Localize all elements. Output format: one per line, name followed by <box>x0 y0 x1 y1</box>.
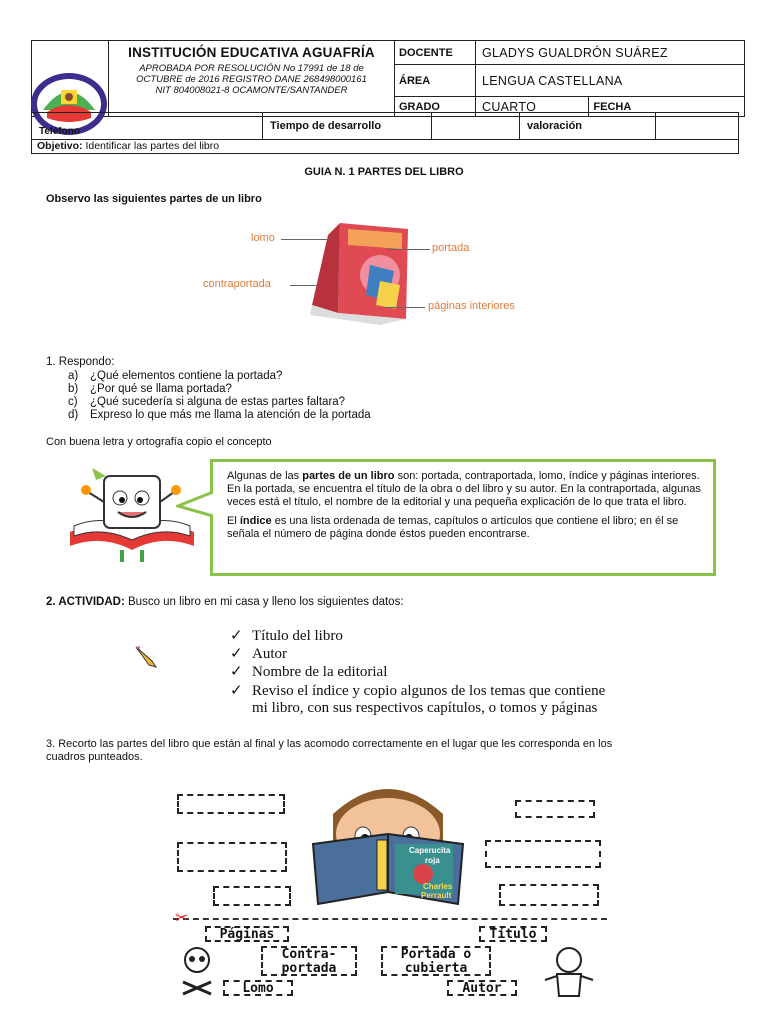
inner-book-title-2: roja <box>425 856 440 865</box>
area-value: LENGUA CASTELLANA <box>476 65 745 97</box>
resolution-line-1: APROBADA POR RESOLUCIÓN No 17991 de 18 de <box>139 63 364 74</box>
valoracion-label: valoración <box>527 120 583 132</box>
inner-book-author-2: Perrault <box>421 891 452 900</box>
guide-title: GUIA N. 1 PARTES DEL LIBRO <box>304 166 464 178</box>
area-label: ÁREA <box>395 65 476 97</box>
concept-box <box>210 459 716 576</box>
objetivo-row <box>31 140 739 154</box>
answer-box[interactable] <box>213 886 291 906</box>
answer-box[interactable] <box>499 884 599 906</box>
list-item: ✓ Autor <box>230 646 287 662</box>
telefono-label: Teléfono <box>39 127 80 137</box>
label-contraportada: contraportada <box>203 278 271 290</box>
inner-book-author-1: Charles <box>423 882 453 891</box>
label-paginas: páginas interiores <box>428 300 515 312</box>
concept-paragraph-2: El índice es una lista ordenada de temas, capítulos o artículos que contiene el libro; en él se señala el número de página donde éstos pueden encontrarse. <box>227 515 679 540</box>
speech-pointer-icon <box>176 490 214 520</box>
objetivo-value: Identificar las partes del libro <box>85 140 220 152</box>
list-item: d) Expreso lo que más me llama la atención de la portada <box>68 409 371 421</box>
concept-paragraph-1: Algunas de las partes de un libro son: portada, contraportada, lomo, índice y páginas interiores. En la portada, se encuentra el título de la obra o del libro y su autor. En la contraportada, algunas veces está el título, el nombre de la editorial y una pequeña explicación de lo que trata el libro. <box>227 470 701 508</box>
inner-book-title-1: Caperucita <box>409 846 451 855</box>
cutout-portada[interactable]: Portada o cubierta <box>381 946 491 976</box>
answer-box[interactable] <box>177 794 285 814</box>
objetivo-label: Objetivo: <box>37 140 83 152</box>
check-icon: ✓ <box>230 664 243 680</box>
list-item: ✓ Título del libro <box>230 628 343 644</box>
label-lomo: lomo <box>251 232 275 244</box>
copy-instruction: Con buena letra y ortografía copio el concepto <box>46 436 272 448</box>
cutout-activity-area <box>173 774 607 1000</box>
tiempo-label: Tiempo de desarrollo <box>270 120 382 132</box>
pirate-kid-icon <box>539 944 599 998</box>
cutout-autor[interactable]: Autor <box>447 980 517 996</box>
docente-value: GLADYS GUALDRÓN SUÁREZ <box>476 41 745 65</box>
institution-cell <box>109 41 395 117</box>
activity-heading: 2. ACTIVIDAD: Busco un libro en mi casa y lleno los siguientes datos: <box>46 596 404 608</box>
list-item: ✓ Reviso el índice y copio algunos de los temas que contiene <box>230 683 606 699</box>
cutout-lomo[interactable]: Lomo <box>223 980 293 996</box>
q3-line-1: 3. Recorto las partes del libro que están al final y las acomodo correctamente en el lugar que les corresponda en los <box>46 738 613 750</box>
resolution-line-2: OCTUBRE de 2016 REGISTRO DANE 268498000161 <box>136 74 367 85</box>
cutout-titulo[interactable]: Título <box>479 926 547 942</box>
row-time-valuation <box>31 112 739 140</box>
header-table <box>31 40 745 117</box>
kid-reading-illustration <box>283 774 493 914</box>
q1-intro: 1. Respondo: <box>46 356 115 368</box>
grado-label: GRADO <box>395 97 476 117</box>
list-item: mi libro, con sus respectivos capítulos, o tomos y páginas <box>252 700 598 716</box>
skull-decoration-icon <box>177 942 217 998</box>
list-item: a) ¿Qué elementos contiene la portada? <box>68 370 283 382</box>
list-item: ✓ Nombre de la editorial <box>230 664 388 680</box>
check-icon: ✓ <box>230 628 243 644</box>
fecha-label: FECHA <box>589 97 745 117</box>
institution-name: INSTITUCIÓN EDUCATIVA AGUAFRÍA <box>128 45 375 60</box>
grado-value: CUARTO <box>476 97 589 117</box>
resolution-line-3: NIT 804008021-8 OCAMONTE/SANTANDER <box>155 85 348 96</box>
observo-heading: Observo las siguientes partes de un libro <box>46 193 262 205</box>
book-parts-illustration <box>300 215 420 330</box>
answer-box[interactable] <box>515 800 595 818</box>
list-item: c) ¿Qué sucedería si alguna de estas partes faltara? <box>68 396 346 408</box>
q3-line-2: cuadros punteados. <box>46 751 143 763</box>
cutout-contraportada[interactable]: Contra- portada <box>261 946 357 976</box>
answer-box[interactable] <box>177 842 287 872</box>
docente-label: DOCENTE <box>395 41 476 65</box>
check-icon: ✓ <box>230 683 243 699</box>
list-item: b) ¿Por qué se llama portada? <box>68 383 232 395</box>
check-icon: ✓ <box>230 646 243 662</box>
label-portada: portada <box>432 242 470 254</box>
scissors-icon: ✂ <box>175 910 189 927</box>
cutout-paginas[interactable]: Páginas <box>205 926 289 942</box>
pencil-icon <box>134 645 160 669</box>
answer-box[interactable] <box>485 840 601 868</box>
